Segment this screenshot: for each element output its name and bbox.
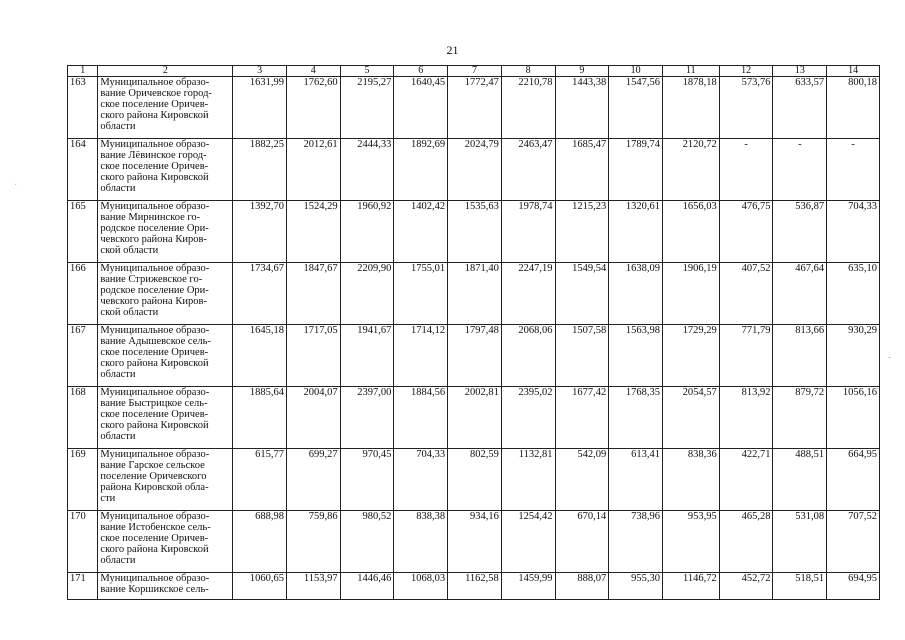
value-cell: 615,77 [233,449,287,511]
municipality-name: Муниципальное образо- вание Истобенское сель- ское поселение Оричев- ского района Кировской области [98,511,233,573]
scan-mark: - [888,352,892,363]
value-cell: 1459,99 [501,573,555,600]
table-row [68,263,880,325]
row-number: 168 [68,387,98,449]
value-cell: 1789,74 [609,139,663,201]
value-cell: 670,14 [555,511,609,573]
column-header: 12 [719,66,773,77]
value-cell: 476,75 [719,201,773,263]
table-row [68,573,880,600]
municipality-name: Муниципальное образо- вание Гарское сельское поселение Оричевского района Кировской обла- сти [98,449,233,511]
table-row [68,449,880,511]
value-cell: 1768,35 [609,387,663,449]
value-cell: 802,59 [448,449,502,511]
value-cell: 2012,61 [286,139,340,201]
value-cell: 2004,07 [286,387,340,449]
column-header: 8 [501,66,555,77]
value-cell: 1162,58 [448,573,502,600]
value-cell: 488,51 [773,449,827,511]
value-cell: 664,95 [827,449,880,511]
value-cell: 536,87 [773,201,827,263]
value-cell: - [719,139,773,201]
value-cell: 1685,47 [555,139,609,201]
value-cell: 1132,81 [501,449,555,511]
value-cell: 1547,56 [609,77,663,139]
value-cell: 738,96 [609,511,663,573]
value-cell: 704,33 [394,449,448,511]
value-cell: 1563,98 [609,325,663,387]
value-cell: 1878,18 [662,77,719,139]
value-cell: 980,52 [340,511,394,573]
row-number: 171 [68,573,98,600]
value-cell: 955,30 [609,573,663,600]
column-header: 7 [448,66,502,77]
table-row [68,77,880,139]
value-cell: 2054,57 [662,387,719,449]
value-cell: 573,76 [719,77,773,139]
value-cell: 467,64 [773,263,827,325]
value-cell: 1638,09 [609,263,663,325]
value-cell: 1714,12 [394,325,448,387]
municipality-name: Муниципальное образо- вание Мирнинское го- родское поселение Ори- чевского района Киров- ской области [98,201,233,263]
header-row [68,66,880,77]
value-cell: 1717,05 [286,325,340,387]
table-row [68,387,880,449]
column-header: 6 [394,66,448,77]
column-header: 9 [555,66,609,77]
value-cell: 1656,03 [662,201,719,263]
column-header: 11 [662,66,719,77]
value-cell: 1906,19 [662,263,719,325]
value-cell: 2210,78 [501,77,555,139]
value-cell: 452,72 [719,573,773,600]
data-table [67,65,880,600]
value-cell: 1446,46 [340,573,394,600]
value-cell: 1535,63 [448,201,502,263]
scan-mark: · [14,180,18,191]
value-cell: 2444,33 [340,139,394,201]
row-number: 167 [68,325,98,387]
municipality-name: Муниципальное образо- вание Быстрицкое сель- ское поселение Оричев- ского района Кировской области [98,387,233,449]
value-cell: 1978,74 [501,201,555,263]
municipality-name: Муниципальное образо- вание Лёвинское город- ское поселение Оричев- ского района Кировской области [98,139,233,201]
row-number: 165 [68,201,98,263]
value-cell: 1507,58 [555,325,609,387]
municipality-name: Муниципальное образо- вание Оричевское город- ское поселение Оричев- ского района Кировской области [98,77,233,139]
value-cell: 422,71 [719,449,773,511]
value-cell: 1060,65 [233,573,287,600]
value-cell: 1524,29 [286,201,340,263]
column-header: 4 [286,66,340,77]
value-cell: 800,18 [827,77,880,139]
value-cell: 699,27 [286,449,340,511]
row-number: 164 [68,139,98,201]
column-header: 3 [233,66,287,77]
value-cell: 879,72 [773,387,827,449]
value-cell: 1443,38 [555,77,609,139]
value-cell: 1729,29 [662,325,719,387]
value-cell: 1677,42 [555,387,609,449]
value-cell: 1146,72 [662,573,719,600]
value-cell: 704,33 [827,201,880,263]
municipality-name: Муниципальное образо- вание Адышевское сель- ское поселение Оричев- ского района Кировской области [98,325,233,387]
value-cell: 888,07 [555,573,609,600]
value-cell: 813,66 [773,325,827,387]
table-row [68,139,880,201]
value-cell: 1847,67 [286,263,340,325]
value-cell: 1056,16 [827,387,880,449]
value-cell: 1871,40 [448,263,502,325]
value-cell: 531,08 [773,511,827,573]
value-cell: 694,95 [827,573,880,600]
column-header: 5 [340,66,394,77]
value-cell: 2120,72 [662,139,719,201]
value-cell: - [773,139,827,201]
value-cell: 1797,48 [448,325,502,387]
value-cell: 613,41 [609,449,663,511]
row-number: 170 [68,511,98,573]
value-cell: 934,16 [448,511,502,573]
value-cell: 1631,99 [233,77,287,139]
value-cell: 2463,47 [501,139,555,201]
column-header: 2 [98,66,233,77]
column-header: 1 [68,66,98,77]
value-cell: - [827,139,880,201]
value-cell: 759,86 [286,511,340,573]
value-cell: 1882,25 [233,139,287,201]
value-cell: 1320,61 [609,201,663,263]
value-cell: 771,79 [719,325,773,387]
value-cell: 635,10 [827,263,880,325]
value-cell: 518,51 [773,573,827,600]
row-number: 169 [68,449,98,511]
value-cell: 1885,64 [233,387,287,449]
value-cell: 707,52 [827,511,880,573]
value-cell: 2024,79 [448,139,502,201]
value-cell: 465,28 [719,511,773,573]
value-cell: 542,09 [555,449,609,511]
value-cell: 1755,01 [394,263,448,325]
value-cell: 633,57 [773,77,827,139]
page-number: 21 [446,43,459,57]
value-cell: 1402,42 [394,201,448,263]
value-cell: 2395,02 [501,387,555,449]
municipality-name: Муниципальное образо- вание Коршикское сель- [98,573,233,600]
value-cell: 688,98 [233,511,287,573]
value-cell: 407,52 [719,263,773,325]
value-cell: 930,29 [827,325,880,387]
value-cell: 2068,06 [501,325,555,387]
value-cell: 2209,90 [340,263,394,325]
value-cell: 2195,27 [340,77,394,139]
value-cell: 1640,45 [394,77,448,139]
value-cell: 1549,54 [555,263,609,325]
municipality-name: Муниципальное образо- вание Стрижевское го- родское поселение Ори- чевского района Киров- ской области [98,263,233,325]
value-cell: 1153,97 [286,573,340,600]
table-row [68,325,880,387]
value-cell: 1392,70 [233,201,287,263]
value-cell: 970,45 [340,449,394,511]
value-cell: 1884,56 [394,387,448,449]
value-cell: 1772,47 [448,77,502,139]
column-header: 10 [609,66,663,77]
value-cell: 1254,42 [501,511,555,573]
value-cell: 1068,03 [394,573,448,600]
table-row [68,511,880,573]
value-cell: 2397,00 [340,387,394,449]
value-cell: 2002,81 [448,387,502,449]
value-cell: 1645,18 [233,325,287,387]
value-cell: 1215,23 [555,201,609,263]
row-number: 163 [68,77,98,139]
table-row [68,201,880,263]
value-cell: 1762,60 [286,77,340,139]
value-cell: 838,36 [662,449,719,511]
value-cell: 1734,67 [233,263,287,325]
value-cell: 1960,92 [340,201,394,263]
value-cell: 838,38 [394,511,448,573]
value-cell: 2247,19 [501,263,555,325]
value-cell: 813,92 [719,387,773,449]
row-number: 166 [68,263,98,325]
value-cell: 1892,69 [394,139,448,201]
column-header: 14 [827,66,880,77]
value-cell: 1941,67 [340,325,394,387]
column-header: 13 [773,66,827,77]
value-cell: 953,95 [662,511,719,573]
